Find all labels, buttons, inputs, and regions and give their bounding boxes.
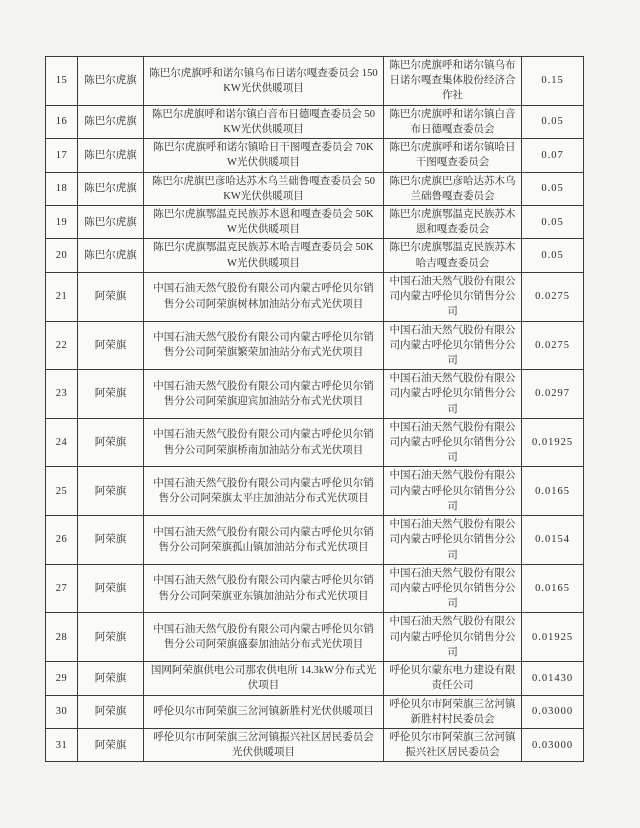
region-cell: 阿荣旗	[78, 662, 144, 695]
project-name-cell: 呼伦贝尔市阿荣旗三岔河镇新胜村光伏供暖项目	[144, 695, 384, 728]
region-cell: 阿荣旗	[78, 272, 144, 321]
value-cell: 0.05	[522, 105, 584, 138]
company-name-cell: 中国石油天然气股份有限公司内蒙古呼伦贝尔销售分公司	[384, 564, 522, 613]
table-body	[46, 57, 584, 762]
row-number-cell: 29	[46, 662, 78, 695]
table-row	[46, 105, 584, 138]
project-name-cell: 国网阿荣旗供电公司那农供电所 14.3kW分布式光伏项目	[144, 662, 384, 695]
company-name-cell: 陈巴尔虎旗鄂温克民族苏木哈吉嘎查委员会	[384, 239, 522, 272]
table-row	[46, 662, 584, 695]
project-name-cell: 中国石油天然气股份有限公司内蒙古呼伦贝尔销售分公司阿荣旗太平庄加油站分布式光伏项目	[144, 467, 384, 516]
value-cell: 0.05	[522, 239, 584, 272]
company-name-cell: 中国石油天然气股份有限公司内蒙古呼伦贝尔销售分公司	[384, 516, 522, 565]
project-name-cell: 陈巴尔虎旗呼和诺尔镇乌布日诺尔嘎查委员会 150KW光伏供暖项目	[144, 57, 384, 106]
row-number-cell: 19	[46, 205, 78, 238]
region-cell: 陈巴尔虎旗	[78, 57, 144, 106]
region-cell: 陈巴尔虎旗	[78, 239, 144, 272]
company-name-cell: 陈巴尔虎旗呼和诺尔镇乌布日诺尔嘎查集体股份经济合作社	[384, 57, 522, 106]
row-number-cell: 16	[46, 105, 78, 138]
region-cell: 阿荣旗	[78, 321, 144, 370]
project-name-cell: 呼伦贝尔市阿荣旗三岔河镇振兴社区居民委员会光伏供暖项目	[144, 728, 384, 761]
row-number-cell: 17	[46, 139, 78, 172]
row-number-cell: 22	[46, 321, 78, 370]
region-cell: 阿荣旗	[78, 695, 144, 728]
table-row	[46, 370, 584, 419]
value-cell: 0.05	[522, 205, 584, 238]
table-row	[46, 139, 584, 172]
value-cell: 0.0297	[522, 370, 584, 419]
project-name-cell: 中国石油天然气股份有限公司内蒙古呼伦贝尔销售分公司阿荣旗桥南加油站分布式光伏项目	[144, 418, 384, 467]
project-name-cell: 中国石油天然气股份有限公司内蒙古呼伦贝尔销售分公司阿荣旗亚东镇加油站分布式光伏项目	[144, 564, 384, 613]
row-number-cell: 26	[46, 516, 78, 565]
company-name-cell: 呼伦贝尔市阿荣旗三岔河镇新胜村村民委员会	[384, 695, 522, 728]
region-cell: 阿荣旗	[78, 467, 144, 516]
table-row	[46, 613, 584, 662]
value-cell: 0.07	[522, 139, 584, 172]
region-cell: 阿荣旗	[78, 613, 144, 662]
company-name-cell: 呼伦贝尔市阿荣旗三岔河镇振兴社区居民委员会	[384, 728, 522, 761]
company-name-cell: 中国石油天然气股份有限公司内蒙古呼伦贝尔销售分公司	[384, 370, 522, 419]
region-cell: 陈巴尔虎旗	[78, 172, 144, 205]
company-name-cell: 陈巴尔虎旗呼和诺尔镇白音布日德嘎查委员会	[384, 105, 522, 138]
company-name-cell: 中国石油天然气股份有限公司内蒙古呼伦贝尔销售分公司	[384, 467, 522, 516]
region-cell: 阿荣旗	[78, 516, 144, 565]
region-cell: 阿荣旗	[78, 564, 144, 613]
table-row	[46, 272, 584, 321]
region-cell: 陈巴尔虎旗	[78, 139, 144, 172]
project-name-cell: 中国石油天然气股份有限公司内蒙古呼伦贝尔销售分公司阿荣旗树林加油站分布式光伏项目	[144, 272, 384, 321]
value-cell: 0.0165	[522, 564, 584, 613]
project-name-cell: 中国石油天然气股份有限公司内蒙古呼伦贝尔销售分公司阿荣旗迎宾加油站分布式光伏项目	[144, 370, 384, 419]
row-number-cell: 20	[46, 239, 78, 272]
company-name-cell: 中国石油天然气股份有限公司内蒙古呼伦贝尔销售分公司	[384, 272, 522, 321]
project-name-cell: 中国石油天然气股份有限公司内蒙古呼伦贝尔销售分公司阿荣旗盛泰加油站分布式光伏项目	[144, 613, 384, 662]
table-row	[46, 418, 584, 467]
row-number-cell: 25	[46, 467, 78, 516]
row-number-cell: 28	[46, 613, 78, 662]
company-name-cell: 陈巴尔虎旗呼和诺尔镇哈日干图嘎查委员会	[384, 139, 522, 172]
value-cell: 0.01925	[522, 613, 584, 662]
row-number-cell: 30	[46, 695, 78, 728]
project-name-cell: 陈巴尔虎旗呼和诺尔镇哈日干图嘎查委员会 70KW光伏供暖项目	[144, 139, 384, 172]
project-name-cell: 陈巴尔虎旗鄂温克民族苏木哈吉嘎查委员会 50KW光伏供暖项目	[144, 239, 384, 272]
company-name-cell: 陈巴尔虎旗鄂温克民族苏木恩和嘎查委员会	[384, 205, 522, 238]
row-number-cell: 21	[46, 272, 78, 321]
project-name-cell: 陈巴尔虎旗鄂温克民族苏木恩和嘎查委员会 50KW光伏供暖项目	[144, 205, 384, 238]
table-row	[46, 239, 584, 272]
table-row	[46, 516, 584, 565]
company-name-cell: 陈巴尔虎旗巴彦哈达苏木乌兰础鲁嘎查委员会	[384, 172, 522, 205]
project-name-cell: 中国石油天然气股份有限公司内蒙古呼伦贝尔销售分公司阿荣旗繁荣加油站分布式光伏项目	[144, 321, 384, 370]
company-name-cell: 中国石油天然气股份有限公司内蒙古呼伦贝尔销售分公司	[384, 613, 522, 662]
region-cell: 陈巴尔虎旗	[78, 105, 144, 138]
row-number-cell: 23	[46, 370, 78, 419]
value-cell: 0.01430	[522, 662, 584, 695]
table-row	[46, 467, 584, 516]
company-name-cell: 呼伦贝尔蒙东电力建设有限责任公司	[384, 662, 522, 695]
value-cell: 0.03000	[522, 695, 584, 728]
table-row	[46, 205, 584, 238]
value-cell: 0.0154	[522, 516, 584, 565]
row-number-cell: 15	[46, 57, 78, 106]
project-name-cell: 陈巴尔虎旗巴彦哈达苏木乌兰础鲁嘎查委员会 50KW光伏供暖项目	[144, 172, 384, 205]
table-row	[46, 564, 584, 613]
value-cell: 0.0275	[522, 321, 584, 370]
row-number-cell: 27	[46, 564, 78, 613]
region-cell: 阿荣旗	[78, 370, 144, 419]
value-cell: 0.05	[522, 172, 584, 205]
value-cell: 0.0275	[522, 272, 584, 321]
table-row	[46, 695, 584, 728]
region-cell: 陈巴尔虎旗	[78, 205, 144, 238]
value-cell: 0.0165	[522, 467, 584, 516]
table-row	[46, 57, 584, 106]
row-number-cell: 24	[46, 418, 78, 467]
table-row	[46, 728, 584, 761]
project-list-table	[45, 56, 584, 762]
value-cell: 0.15	[522, 57, 584, 106]
project-name-cell: 中国石油天然气股份有限公司内蒙古呼伦贝尔销售分公司阿荣旗孤山镇加油站分布式光伏项目	[144, 516, 384, 565]
project-name-cell: 陈巴尔虎旗呼和诺尔镇白音布日德嘎查委员会 50KW光伏供暖项目	[144, 105, 384, 138]
table-row	[46, 321, 584, 370]
value-cell: 0.01925	[522, 418, 584, 467]
row-number-cell: 31	[46, 728, 78, 761]
region-cell: 阿荣旗	[78, 418, 144, 467]
table-row	[46, 172, 584, 205]
value-cell: 0.03000	[522, 728, 584, 761]
row-number-cell: 18	[46, 172, 78, 205]
company-name-cell: 中国石油天然气股份有限公司内蒙古呼伦贝尔销售分公司	[384, 418, 522, 467]
region-cell: 阿荣旗	[78, 728, 144, 761]
company-name-cell: 中国石油天然气股份有限公司内蒙古呼伦贝尔销售分公司	[384, 321, 522, 370]
